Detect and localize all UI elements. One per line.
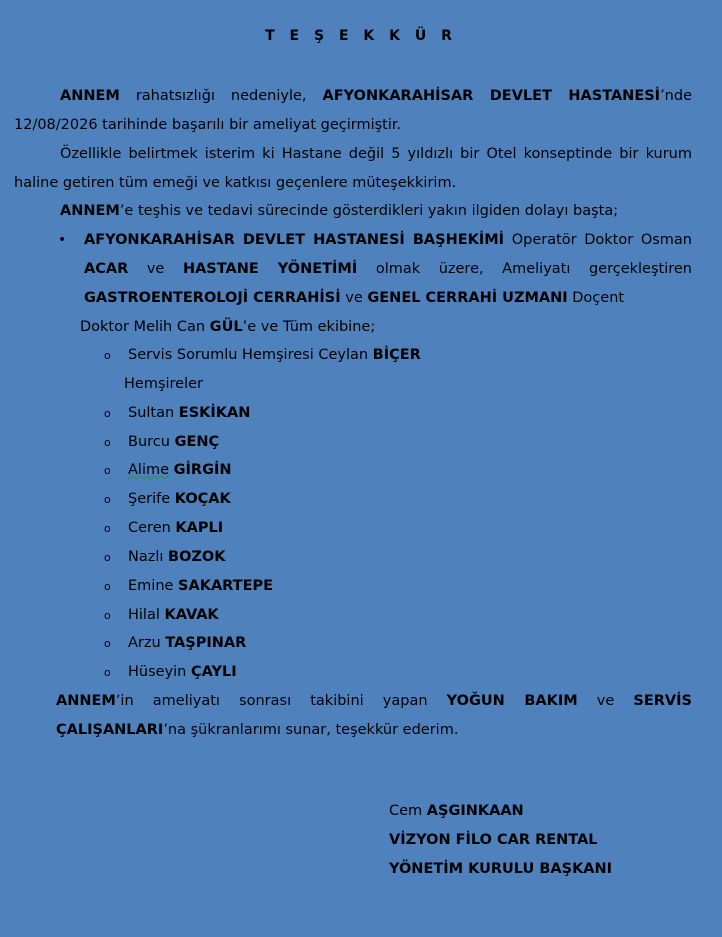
nurse-last-name: ÇAYLI <box>190 664 237 680</box>
nurse-item <box>104 629 604 658</box>
circle-bullet-icon: o <box>104 464 111 477</box>
bullet-head-physician: AFYONKARAHİSAR DEVLET HASTANESİ BAŞHEKİMİ <box>84 232 505 248</box>
nurse-last-name: KOÇAK <box>174 491 231 507</box>
closing-annem: ANNEM <box>56 693 116 709</box>
signature-name <box>389 797 524 826</box>
closing-text-1: ’in ameliyatı sonrası takibini yapan <box>115 693 447 709</box>
nurse-item <box>104 428 604 457</box>
bullet-text-2: ve <box>128 261 183 277</box>
p1-annem: ANNEM <box>60 88 120 104</box>
signature-position: YÖNETİM KURULU BAŞKANI <box>389 861 613 877</box>
circle-bullet-icon: o <box>104 637 111 650</box>
bullet-department: GASTROENTEROLOJİ CERRAHİSİ <box>84 290 341 306</box>
bullet-text-3: olmak üzere, Ameliyatı gerçekleştiren <box>357 261 692 277</box>
circle-bullet-icon: o <box>104 522 111 535</box>
signature-last-name: AŞGINKAAN <box>426 803 524 819</box>
sub-item-head-nurse <box>104 341 604 370</box>
bullet-text-6: Doktor Melih Can <box>80 319 210 335</box>
nurse-item <box>104 572 604 601</box>
nurse-last-name: BOZOK <box>168 549 226 565</box>
nurse-item <box>104 658 604 687</box>
signature-first-name: Cem <box>389 803 427 819</box>
bullet-management: HASTANE YÖNETİMİ <box>182 261 358 277</box>
nurse-first-name: Burcu <box>128 434 170 450</box>
nurse-last-name: GENÇ <box>174 434 220 450</box>
p1-text-2: ’nde 12/08/2026 tarihinde başarılı bir ameliyat geçirmiştir. <box>14 88 692 133</box>
bullet-marker: • <box>58 232 67 248</box>
nurse-first-name: Emine <box>128 578 174 594</box>
circle-bullet-icon: o <box>104 666 111 679</box>
nurse-item <box>104 601 604 630</box>
nurse-last-name: GİRGİN <box>173 462 232 478</box>
head-nurse-surname: BİÇER <box>372 347 421 363</box>
bullet-item-paragraph <box>84 226 692 313</box>
nurse-first-name: Hüseyin <box>128 664 187 680</box>
nurse-first-name: Hilal <box>128 607 160 623</box>
nurse-first-name: Sultan <box>128 405 175 421</box>
closing-text-2: ve <box>577 693 634 709</box>
nurse-item <box>104 485 604 514</box>
p1-text-1: rahatsızlığı nedeniyle, <box>119 88 323 104</box>
nurse-item <box>104 543 604 572</box>
circle-bullet-icon: o <box>104 407 111 420</box>
bullet-text-1: Operatör Doktor Osman <box>504 232 692 248</box>
closing-icu: YOĞUN BAKIM <box>446 693 578 709</box>
nurse-first-name: Alime <box>128 462 170 478</box>
bullet-text-7: ’e ve Tüm ekibine; <box>242 319 376 335</box>
nurse-first-name: Nazlı <box>128 549 164 565</box>
paragraph-3 <box>60 197 692 226</box>
bullet-gul: GÜL <box>209 319 243 335</box>
nurse-last-name: TAŞPINAR <box>165 635 247 651</box>
nurse-item <box>104 399 604 428</box>
closing-staff: SERVİS ÇALIŞANLARI <box>56 693 692 738</box>
nurse-first-name: Arzu <box>128 635 161 651</box>
nurses-heading: Hemşireler <box>124 376 204 392</box>
bullet-last-line <box>80 313 375 342</box>
circle-bullet-icon: o <box>104 493 111 506</box>
paragraph-1 <box>14 82 692 140</box>
circle-bullet-icon: o <box>104 349 111 362</box>
closing-paragraph <box>56 687 692 745</box>
circle-bullet-icon: o <box>104 436 111 449</box>
letter-title: T E Ş E K K Ü R <box>265 28 457 44</box>
closing-text-3: ’na şükranlarımı sunar, teşekkür ederim. <box>163 722 459 738</box>
nurse-last-name: KAPLI <box>175 520 224 536</box>
bullet-text-5: Doçent <box>567 290 625 306</box>
head-nurse-text: Servis Sorumlu Hemşiresi Ceylan <box>128 347 373 363</box>
p3-annem: ANNEM <box>60 203 120 219</box>
nurse-first-name: Şerife <box>128 491 171 507</box>
circle-bullet-icon: o <box>104 580 111 593</box>
nurse-first-name: Ceren <box>128 520 171 536</box>
paragraph-2: Özellikle belirtmek isterim ki Hastane değil 5 yıldızlı bir Otel konseptinde bir kurum haline getiren tüm emeği ve katkısı geçenlere müteşekkirim. <box>14 146 692 191</box>
circle-bullet-icon: o <box>104 551 111 564</box>
signature-company: VİZYON FİLO CAR RENTAL <box>389 832 598 848</box>
p3-text: ’e teşhis ve tedavi sürecinde gösterdikleri yakın ilgiden dolayı başta; <box>119 203 619 219</box>
nurse-last-name: KAVAK <box>164 607 219 623</box>
p1-hospital: AFYONKARAHİSAR DEVLET HASTANESİ <box>322 88 661 104</box>
nurse-item <box>104 456 604 485</box>
bullet-acar: ACAR <box>84 261 129 277</box>
nurse-last-name: SAKARTEPE <box>178 578 274 594</box>
bullet-text-4: ve <box>340 290 368 306</box>
nurse-item <box>104 514 604 543</box>
circle-bullet-icon: o <box>104 609 111 622</box>
nurse-last-name: ESKİKAN <box>178 405 251 421</box>
bullet-specialist: GENEL CERRAHİ UZMANI <box>367 290 568 306</box>
